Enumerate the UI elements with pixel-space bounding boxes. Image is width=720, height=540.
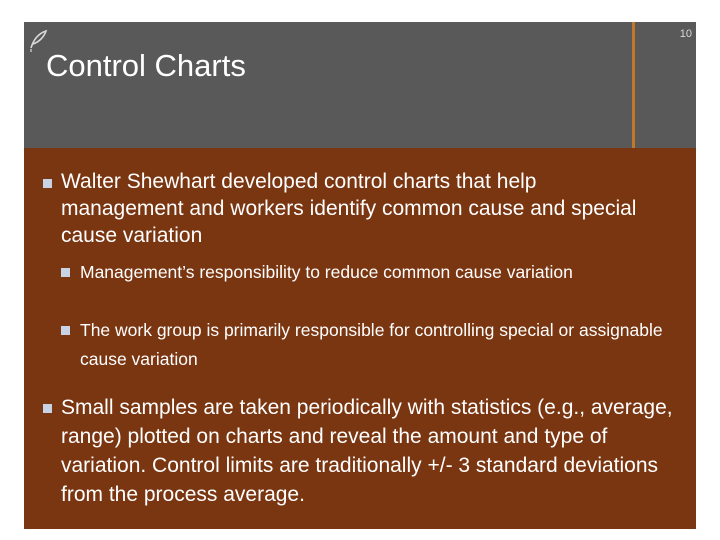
leaf-icon xyxy=(28,28,48,52)
sub-bullet-item: Management’s responsibility to reduce common cause variation xyxy=(80,262,573,282)
title-banner xyxy=(24,22,696,148)
content-panel xyxy=(24,148,696,529)
sub-bullet-marker xyxy=(61,326,70,335)
bullet-marker xyxy=(43,179,52,188)
bullet-item: Walter Shewhart developed control charts that help management and workers identify common cause and special cause variation xyxy=(61,170,637,247)
banner-corner-panel xyxy=(635,22,696,148)
sub-bullet-item: The work group is primarily responsible for controlling special or assignable cause variation xyxy=(80,320,663,369)
slide-title: Control Charts xyxy=(46,48,246,83)
bullet-item: Small samples are taken periodically with statistics (e.g., average, range) plotted on charts and reveal the amount and type of variation. Control limits are traditionally +/- 3 standard deviations from the process average. xyxy=(61,396,673,506)
sub-bullet-marker xyxy=(61,268,70,277)
bullet-marker xyxy=(43,404,52,413)
slide-number: 10 xyxy=(679,28,692,40)
